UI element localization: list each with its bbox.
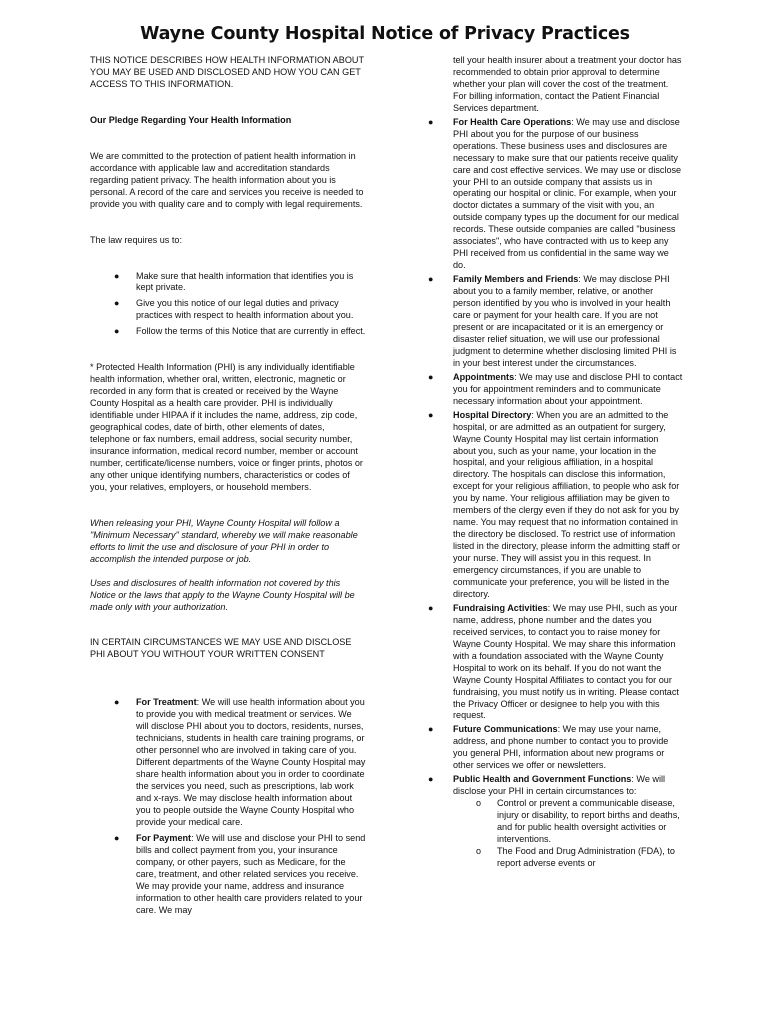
bullet-icon: ● [428, 602, 434, 613]
left-column [90, 55, 366, 917]
list-item-payment: ● For Payment: We will use and disclose your PHI to send bills and collect payment from you, your insurance company, or other payers, such as Medicare, for the care, treatment, and other related services you receive. We may provide your name, address and insurance information to other health care providers related to your care. We may [114, 832, 366, 915]
pledge-heading: Our Pledge Regarding Your Health Information [90, 114, 292, 125]
law-requires-heading: The law requires us to: [90, 234, 182, 245]
list-item-family: ● Family Members and Friends: We may disclose PHI about you to a family member, relative, or another person identified by you who is involved in your health care or payment for your health care. If you are not present or are incapacitated or it is an emergency or disaster relief situation, we will use our professional judgment to determine whether disclosing limited PHI is in your best interest under the circumstances. [428, 274, 677, 368]
minimum-necessary-text: When releasing your PHI, Wayne County Hospital will follow a "Minimum Necessary" standard, whereby we will make reasonable efforts to limit the use and disclosure of your PHI in order to accomplish the intended purpose or job. [90, 517, 358, 564]
uses-list-left [90, 697, 366, 916]
sub-list-item: o The Food and Drug Administration (FDA), to report adverse events or [476, 845, 675, 868]
uses-list-right [425, 117, 683, 798]
uses-not-covered-text: Uses and disclosures of health information not covered by this Notice or the laws that apply to the Wayne County Hospital will be made only with your authorization. [90, 577, 355, 612]
notice-intro: THIS NOTICE DESCRIBES HOW HEALTH INFORMATION ABOUT YOU MAY BE USED AND DISCLOSED AND HOW YOU CAN GET ACCESS TO THIS INFORMATION. [90, 55, 364, 89]
public-health-sublist [425, 798, 683, 870]
bullet-icon: ● [428, 774, 434, 785]
list-item-future: ● Future Communications: We may use your name, address, and phone number to contact you to provide you general PHI, information about new programs or other services we offer or newsletters. [428, 724, 669, 771]
circle-bullet-icon: o [476, 845, 482, 856]
bullet-icon: ● [114, 270, 120, 281]
sub-list-item: o Control or prevent a communicable disease, injury or disability, to report births and deaths, and for public health oversight activities or interventions. [476, 798, 680, 844]
list-item-fundraising: ● Fundraising Activities: We may use PHI, such as your name, address, phone number and the dates you received services, to contact you to raise money for Wayne County Hospital. We may share this information with a foundation associated with the Wayne County Hospital to work on its behalf. If you do not want the Wayne County Hospital Affiliates to contact you for our fundraising, you must notify us in writing. Please contact the Privacy Officer or designee to help you with this request. [428, 602, 679, 721]
circumstances-heading: IN CERTAIN CIRCUMSTANCES WE MAY USE AND DISCLOSE PHI ABOUT YOU WITHOUT YOUR WRITTEN CONSENT [90, 637, 352, 660]
bullet-icon: ● [114, 298, 120, 309]
phi-definition: * Protected Health Information (PHI) is any individually identifiable health information, whether oral, written, electronic, magnetic or recorded in any form that is created or received by the Wayne County Hospital as a health care provider. PHI is individually identifiable under HIPAA if it includes the name, address, zip code, geographical codes, date of birth, other elements of dates, telephone or fax numbers, email address, social security number, insurance information, medical record number, member or account number, certificate/license numbers, voice or finger prints, photos or any other unique identifying numbers, characteristics or codes of you, your relatives, employers, or household members. [90, 362, 363, 492]
list-item-directory: ● Hospital Directory: When you are an admitted to the hospital, or are admitted as an outpatient for surgery, Wayne County Hospital may list certain information about you, such as your name, your location in the hospital, and your religious affiliation, in a hospital directory. The hospitals can disclose this information, except for your religious affiliation, to people who ask for you by name. Your religious affiliation may be given to members of the clergy even if they do not ask for you by name. You may request that no information contained in the directory be disclosed. To restrict use of information listed in the directory, please inform the admitting staff or your nurse. They will assist you in this request. In emergency circumstances, if you are unable to communicate your preference, you will be listed in the directory. [428, 409, 681, 599]
right-column [425, 55, 683, 870]
bullet-icon: ● [428, 274, 434, 285]
pledge-text: We are committed to the protection of patient health information in accordance with applicable law and accreditation standards regarding patient privacy. The health information about you is personal. A record of the care and services you receive is needed to provide you with quality care and to comply with legal requirements. [90, 150, 364, 209]
list-item-appointments: ● Appointments: We may use and disclose PHI to contact you for appointment reminders and to communicate necessary information about your appointment. [428, 371, 683, 406]
bullet-icon: ● [114, 832, 120, 843]
list-item-operations: ● For Health Care Operations: We may use and disclose PHI about you for the purpose of our business operations. These business uses and disclosures are necessary to make sure that our patients receive quality care and cost effective services. We may use or disclose your PHI to an outside company that assists us in operating our hospital or clinic. For example, when your doctor dictates a summary of the visit with you, an outside company types up the document for our medical records. These outside companies are called "business associates", who have contracted with us to keep any PHI received from us confidential in the same way we do. [428, 116, 682, 271]
bullet-icon: ● [428, 409, 434, 420]
list-item-treatment: ● For Treatment: We will use health information about you to provide you with medical treatment or services. We will disclose PHI about you to doctors, residents, nurses, technicians, students in health care training programs, or other personnel who are involved in taking care of you. Different departments of the Wayne County Hospital may share health information about you in order to coordinate the services you need, such as prescriptions, lab work and x-rays. We may disclose health information about you to people outside the Wayne County Hospital who provide your medical care. [114, 697, 366, 827]
bullet-icon: ● [114, 697, 120, 708]
document-title: Wayne County Hospital Notice of Privacy Practices [140, 24, 630, 44]
list-item: ● Follow the terms of this Notice that are currently in effect. [114, 326, 366, 337]
list-item-public-health: ● Public Health and Government Functions: We will disclose your PHI in certain circumstances to: [428, 774, 666, 797]
bullet-icon: ● [114, 326, 120, 337]
list-item: ● Give you this notice of our legal duties and privacy practices with respect to health information about you. [114, 298, 354, 321]
payment-continued: tell your health insurer about a treatment your doctor has recommended to obtain prior approval to determine whether your plan will cover the cost of the treatment. For billing information, contact the Patient Financial Services department. [453, 55, 682, 113]
bullet-icon: ● [428, 724, 434, 735]
bullet-icon: ● [428, 371, 434, 382]
bullet-icon: ● [428, 116, 434, 127]
law-requirements-list [90, 271, 366, 339]
list-item: ● Make sure that health information that identifies you is kept private. [114, 270, 354, 293]
circle-bullet-icon: o [476, 798, 482, 809]
